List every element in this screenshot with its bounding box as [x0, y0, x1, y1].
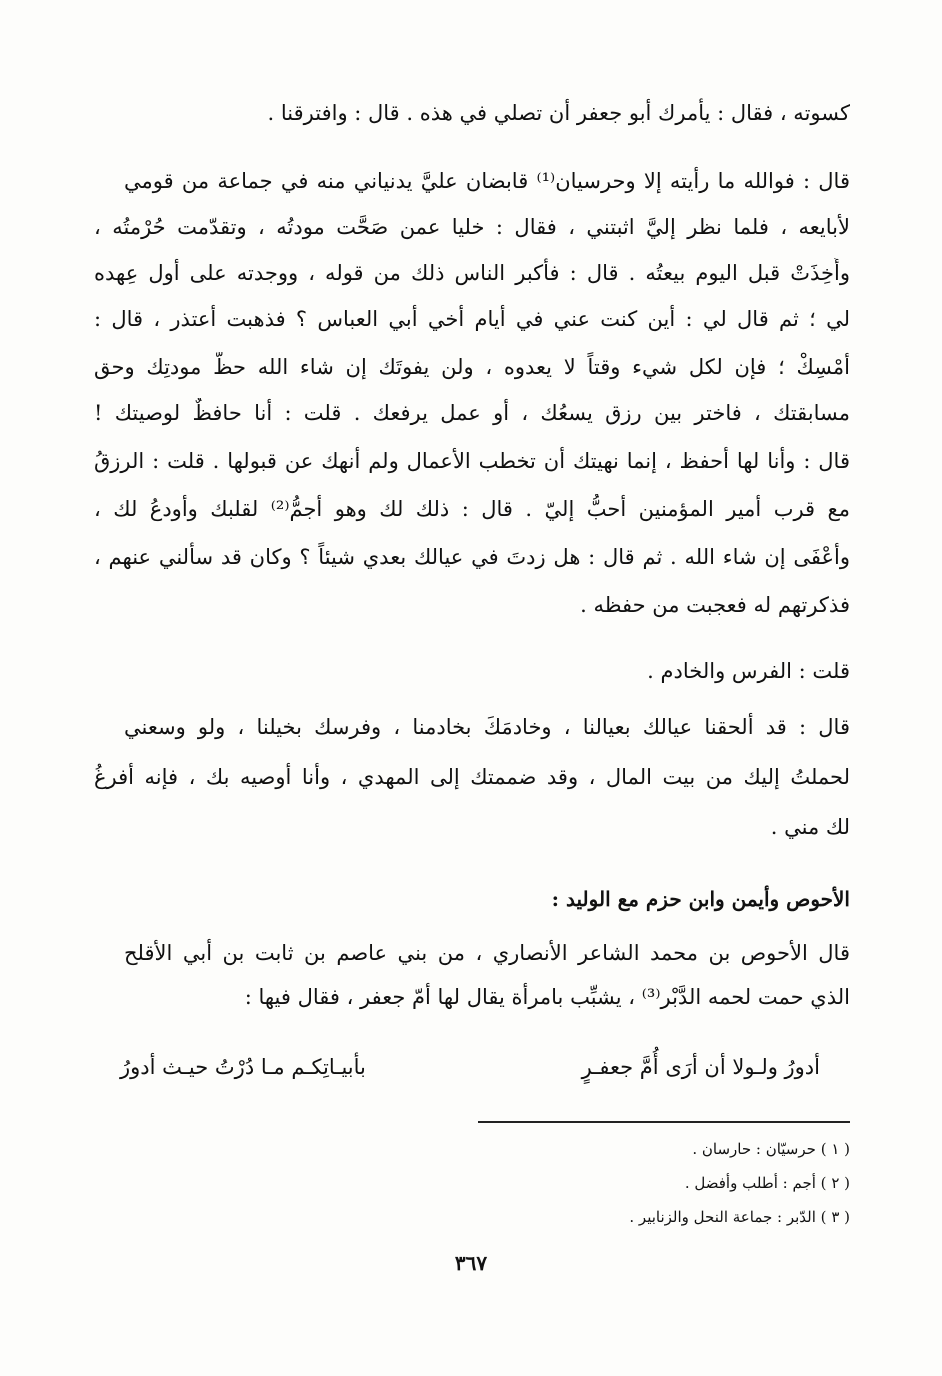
body-line-7: مسابقتك ، فاختر بين رزق يسعُك ، أو عمل يرفعك . قلت : أنا حافظٌ لوصيتك !: [94, 401, 850, 425]
footnote-3: ( ٣ ) الدّبر : جماعة النحل والزنابير .: [629, 1208, 850, 1226]
section-line-1: قال الأحوص بن محمد الشاعر الأنصاري ، من بني عاصم بن ثابت بن أبي الأقلح: [124, 941, 850, 965]
verse-second-hemistich: بأبيـاتِكـم مـا دُرْتُ حيـث أدورُ: [120, 1055, 366, 1079]
body-line-5: لي ؛ ثم قال لي : أين كنت عني في أيام أخي أبي العباس ؟ فذهبت أعتذر ، قال :: [94, 307, 850, 331]
footnote-1: ( ١ ) حرسيّان : حارسان .: [692, 1140, 850, 1158]
body-line-14: لحملتُ إليك من بيت المال ، وقد ضممتك إلى المهدي ، وأنا أوصيه بك ، فإنه أفرغُ: [94, 765, 850, 789]
verse-first-hemistich: أدورُ ولـولا أن أرَى أُمَّ جعفـرٍ: [581, 1055, 820, 1079]
section-heading: الأحوص وأيمن وابن حزم مع الوليد :: [551, 887, 850, 911]
page-number: ٣٦٧: [454, 1251, 488, 1275]
body-line-9: مع قرب أمير المؤمنين أحبُّ إليّ . قال : ذلك لك وهو أجمُّ⁽²⁾ لقلبك وأودعُ لك ،: [94, 497, 850, 521]
body-line-6: أمْسِكْ ؛ فإن لكل شيء وقتاً لا يعدوه ، ولن يفوتَك إن شاء الله حظُّ مودتِك وحق: [94, 355, 850, 379]
poetry-verse: [120, 1050, 820, 1084]
body-line-12: قلت : الفرس والخادم .: [647, 659, 850, 683]
body-line-13: قال : قد ألحقنا عيالك بعيالنا ، وخادمَكَ بخادمنا ، وفرسك بخيلنا ، ولو وسعني: [124, 715, 850, 739]
section-line-2: الذي حمت لحمه الدَّبْر⁽³⁾ ، يشبِّب بامرأة يقال لها أمّ جعفر ، فقال فيها :: [244, 985, 850, 1009]
body-line-3: لأبايعه ، فلما نظر إليَّ اثبتني ، فقال : خليا عمن صَحَّت مودتُه ، وتقدّمت حُرْمتُه ،: [94, 215, 850, 239]
body-line-11: فذكرتهم له فعجبت من حفظه .: [580, 593, 850, 617]
body-line-10: وأعْفَى إن شاء الله . ثم قال : هل زدتَ في عيالك بعدي شيئاً ؟ وكان قد سألني عنهم ،: [94, 545, 850, 569]
body-line-1: كسوته ، فقال : يأمرك أبو جعفر أن تصلي في هذه . قال : وافترقنا .: [267, 101, 850, 125]
footnote-2: ( ٢ ) أجم : أطلب وأفضل .: [684, 1174, 850, 1192]
body-line-8: قال : وأنا لها أحفظ ، إنما نهيتك أن تخطب الأعمال ولم أنهك عن قبولها . قلت : الرزقُ: [94, 449, 850, 473]
body-line-2: قال : فوالله ما رأيته إلا وحرسيان⁽¹⁾ قابضان عليَّ يدنياني منه في جماعة من قومي: [124, 169, 850, 193]
body-line-15: لك مني .: [770, 815, 850, 839]
footnote-separator: [478, 1121, 850, 1123]
body-line-4: وأُخِذَتْ قبل اليوم بيعتُه . قال : فأكبر الناس ذلك من قوله ، ووجدته على أول عِهده: [94, 261, 850, 285]
